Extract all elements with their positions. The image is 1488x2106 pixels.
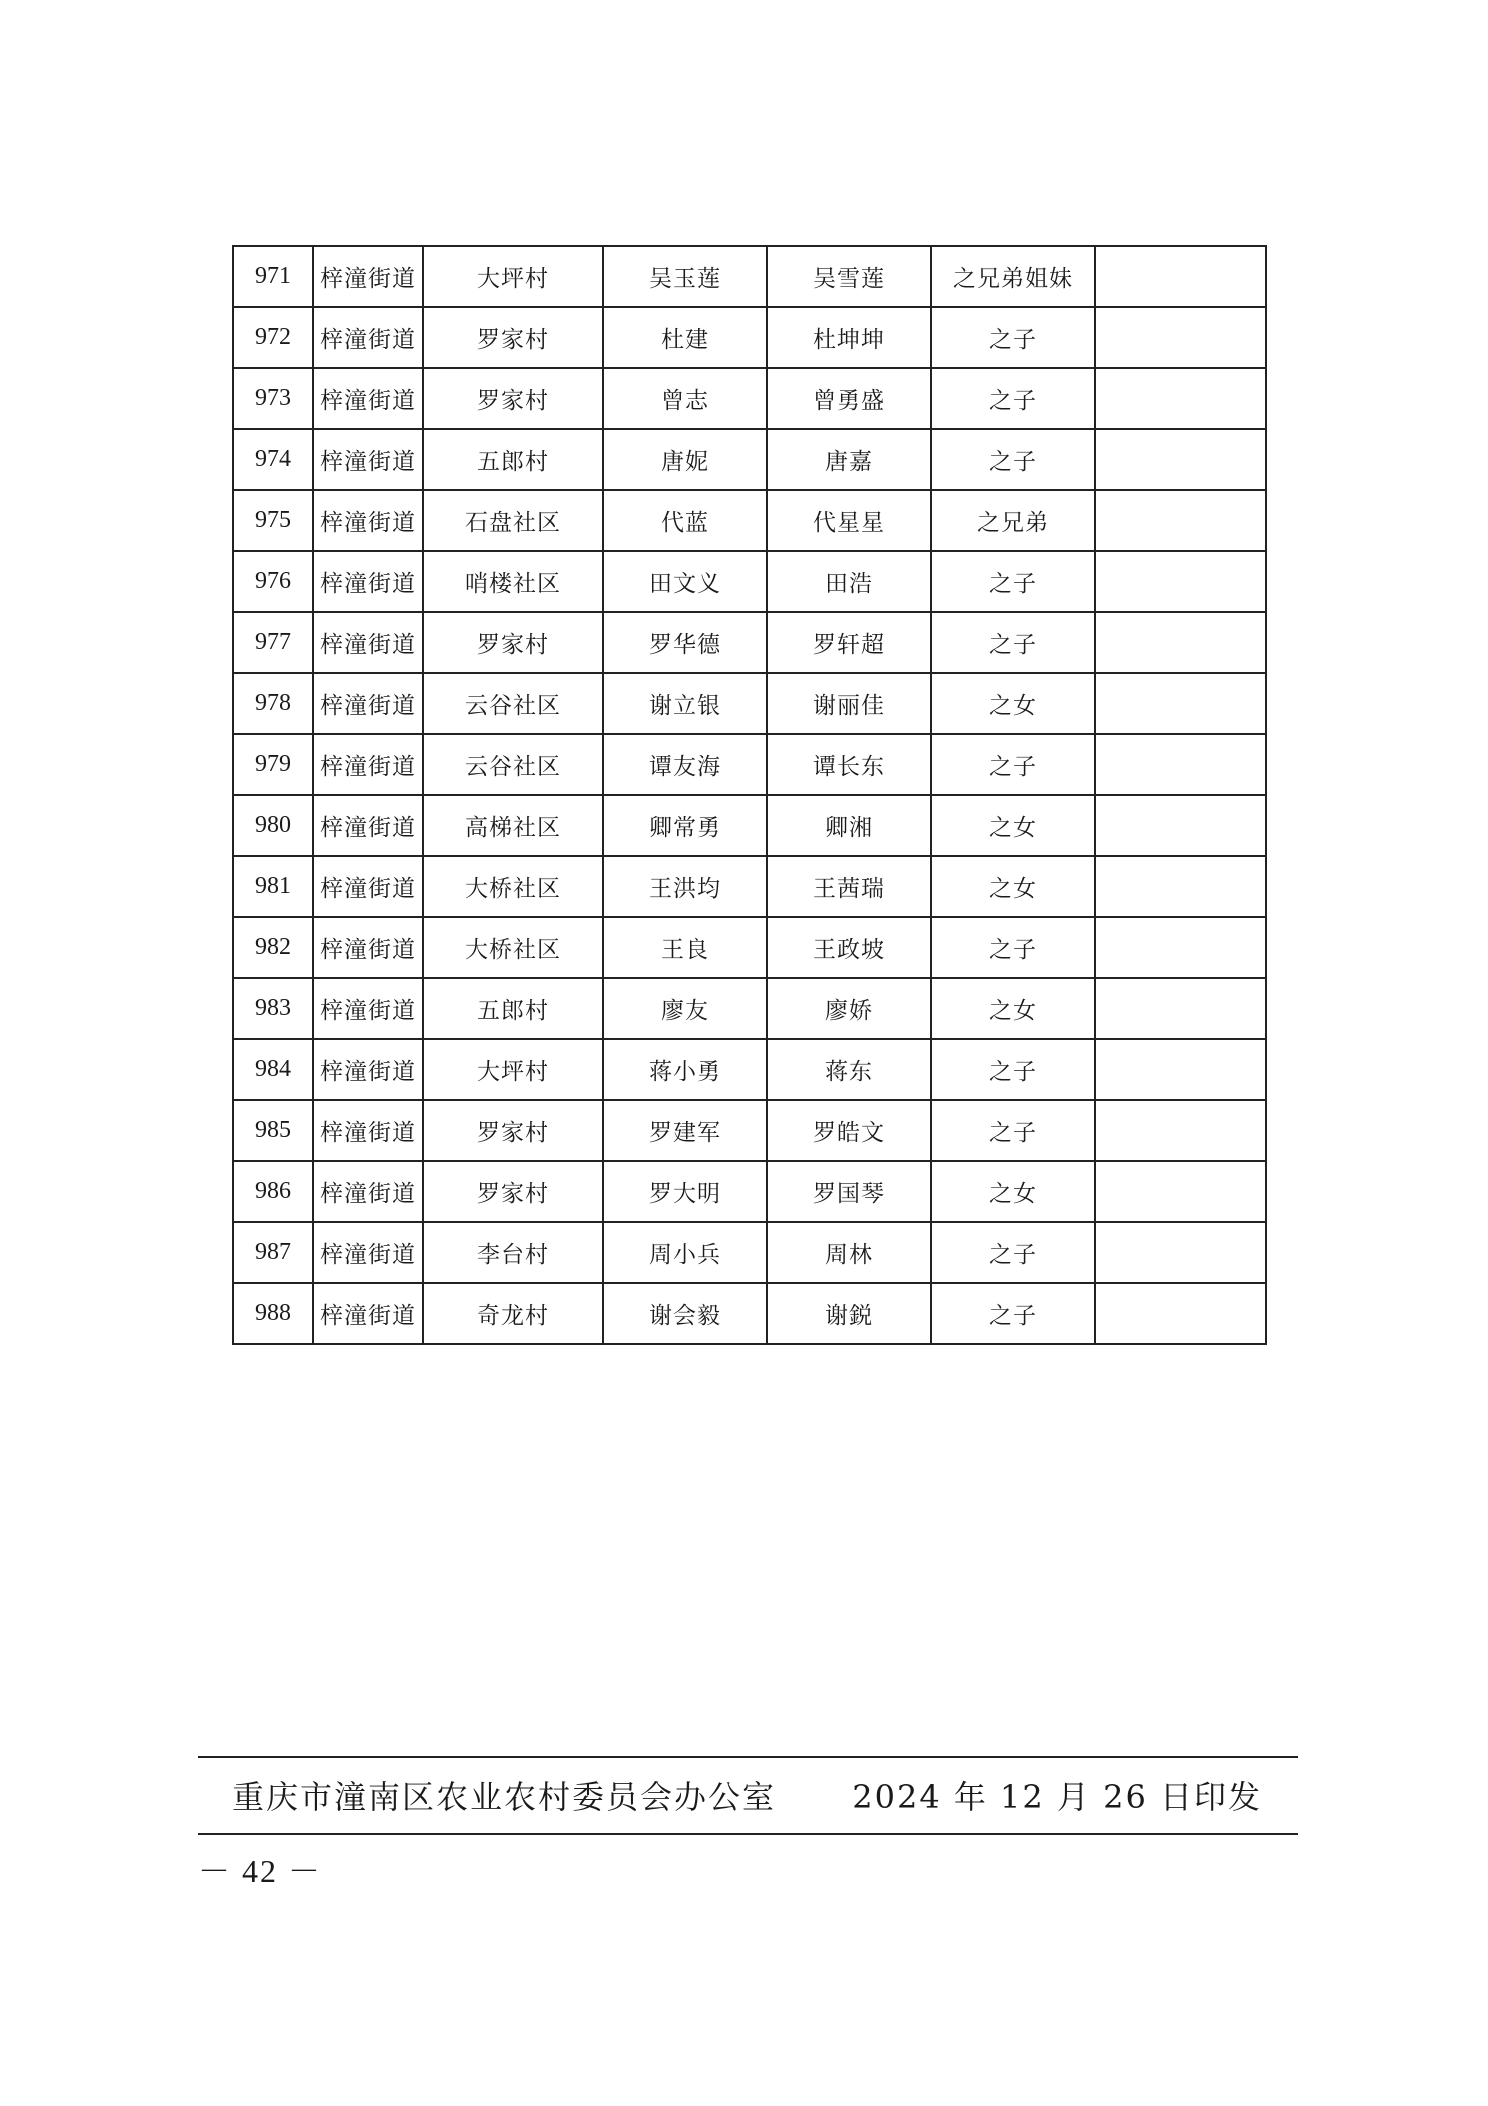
cell-member: 罗皓文 (767, 1100, 931, 1161)
table-row (233, 1222, 1266, 1283)
cell-village: 奇龙村 (423, 1283, 603, 1344)
table-row (233, 307, 1266, 368)
cell-number: 982 (233, 917, 313, 978)
cell-applicant: 杜建 (603, 307, 767, 368)
cell-member: 卿湘 (767, 795, 931, 856)
cell-village: 罗家村 (423, 612, 603, 673)
cell-village: 大桥社区 (423, 917, 603, 978)
cell-street: 梓潼街道 (313, 1283, 423, 1344)
cell-relation: 之子 (931, 612, 1095, 673)
cell-note (1095, 429, 1266, 490)
cell-relation: 之子 (931, 429, 1095, 490)
cell-village: 石盘社区 (423, 490, 603, 551)
cell-applicant: 蒋小勇 (603, 1039, 767, 1100)
footer-bottom-rule (198, 1833, 1298, 1835)
cell-note (1095, 917, 1266, 978)
cell-applicant: 罗大明 (603, 1161, 767, 1222)
cell-relation: 之子 (931, 1283, 1095, 1344)
cell-number: 971 (233, 246, 313, 307)
cell-number: 981 (233, 856, 313, 917)
table-row (233, 612, 1266, 673)
cell-member: 唐嘉 (767, 429, 931, 490)
cell-relation: 之子 (931, 368, 1095, 429)
cell-member: 王政坡 (767, 917, 931, 978)
cell-relation: 之子 (931, 917, 1095, 978)
cell-member: 蒋东 (767, 1039, 931, 1100)
cell-street: 梓潼街道 (313, 246, 423, 307)
roster-table-body (233, 246, 1266, 1344)
cell-street: 梓潼街道 (313, 490, 423, 551)
cell-member: 曾勇盛 (767, 368, 931, 429)
table-row (233, 551, 1266, 612)
cell-village: 大坪村 (423, 246, 603, 307)
cell-number: 977 (233, 612, 313, 673)
cell-number: 979 (233, 734, 313, 795)
table-row (233, 673, 1266, 734)
cell-note (1095, 978, 1266, 1039)
table-row (233, 429, 1266, 490)
cell-street: 梓潼街道 (313, 1161, 423, 1222)
table-row (233, 1161, 1266, 1222)
cell-note (1095, 1039, 1266, 1100)
table-row (233, 917, 1266, 978)
cell-applicant: 谢会毅 (603, 1283, 767, 1344)
table-row (233, 490, 1266, 551)
cell-street: 梓潼街道 (313, 673, 423, 734)
cell-applicant: 吴玉莲 (603, 246, 767, 307)
table-row (233, 1283, 1266, 1344)
cell-street: 梓潼街道 (313, 551, 423, 612)
cell-village: 罗家村 (423, 1100, 603, 1161)
cell-note (1095, 673, 1266, 734)
cell-applicant: 王良 (603, 917, 767, 978)
cell-applicant: 周小兵 (603, 1222, 767, 1283)
cell-village: 李台村 (423, 1222, 603, 1283)
cell-note (1095, 368, 1266, 429)
cell-street: 梓潼街道 (313, 307, 423, 368)
cell-village: 五郎村 (423, 429, 603, 490)
cell-member: 田浩 (767, 551, 931, 612)
cell-note (1095, 856, 1266, 917)
cell-street: 梓潼街道 (313, 917, 423, 978)
cell-relation: 之女 (931, 1161, 1095, 1222)
cell-number: 973 (233, 368, 313, 429)
cell-relation: 之女 (931, 978, 1095, 1039)
cell-relation: 之子 (931, 1039, 1095, 1100)
cell-note (1095, 1100, 1266, 1161)
cell-applicant: 曾志 (603, 368, 767, 429)
cell-applicant: 代蓝 (603, 490, 767, 551)
cell-village: 五郎村 (423, 978, 603, 1039)
table-row (233, 246, 1266, 307)
cell-note (1095, 307, 1266, 368)
cell-applicant: 唐妮 (603, 429, 767, 490)
cell-applicant: 王洪均 (603, 856, 767, 917)
cell-number: 984 (233, 1039, 313, 1100)
cell-member: 吴雪莲 (767, 246, 931, 307)
cell-street: 梓潼街道 (313, 856, 423, 917)
cell-street: 梓潼街道 (313, 1222, 423, 1283)
cell-relation: 之子 (931, 307, 1095, 368)
cell-note (1095, 734, 1266, 795)
footer-issuer: 重庆市潼南区农业农村委员会办公室 (232, 1778, 777, 1816)
cell-member: 代星星 (767, 490, 931, 551)
cell-street: 梓潼街道 (313, 978, 423, 1039)
cell-street: 梓潼街道 (313, 1100, 423, 1161)
cell-member: 廖娇 (767, 978, 931, 1039)
cell-member: 谭长东 (767, 734, 931, 795)
roster-table (232, 245, 1267, 1345)
cell-number: 983 (233, 978, 313, 1039)
cell-number: 986 (233, 1161, 313, 1222)
cell-member: 罗国琴 (767, 1161, 931, 1222)
cell-street: 梓潼街道 (313, 795, 423, 856)
cell-village: 罗家村 (423, 307, 603, 368)
cell-number: 974 (233, 429, 313, 490)
cell-applicant: 罗华德 (603, 612, 767, 673)
cell-applicant: 廖友 (603, 978, 767, 1039)
cell-note (1095, 1283, 1266, 1344)
table-row (233, 978, 1266, 1039)
cell-village: 罗家村 (423, 1161, 603, 1222)
cell-village: 高梯社区 (423, 795, 603, 856)
table-row (233, 1100, 1266, 1161)
cell-number: 988 (233, 1283, 313, 1344)
cell-applicant: 卿常勇 (603, 795, 767, 856)
cell-village: 云谷社区 (423, 673, 603, 734)
footer-issue-date: 2024 年 12 月 26 日印发 (852, 1778, 1262, 1816)
cell-relation: 之子 (931, 1222, 1095, 1283)
cell-member: 王茜瑞 (767, 856, 931, 917)
cell-member: 谢鋭 (767, 1283, 931, 1344)
cell-note (1095, 795, 1266, 856)
cell-applicant: 谢立银 (603, 673, 767, 734)
cell-number: 985 (233, 1100, 313, 1161)
cell-note (1095, 551, 1266, 612)
cell-relation: 之子 (931, 1100, 1095, 1161)
cell-member: 罗轩超 (767, 612, 931, 673)
cell-village: 哨楼社区 (423, 551, 603, 612)
cell-number: 978 (233, 673, 313, 734)
table-row (233, 368, 1266, 429)
cell-number: 976 (233, 551, 313, 612)
cell-note (1095, 490, 1266, 551)
cell-number: 972 (233, 307, 313, 368)
cell-member: 周林 (767, 1222, 931, 1283)
table-row (233, 1039, 1266, 1100)
table-row (233, 856, 1266, 917)
cell-street: 梓潼街道 (313, 612, 423, 673)
table-row (233, 734, 1266, 795)
cell-village: 大坪村 (423, 1039, 603, 1100)
cell-relation: 之兄弟 (931, 490, 1095, 551)
cell-applicant: 谭友海 (603, 734, 767, 795)
cell-number: 980 (233, 795, 313, 856)
page-number: － 42 － (198, 1853, 323, 1889)
cell-relation: 之女 (931, 795, 1095, 856)
cell-relation: 之兄弟姐妹 (931, 246, 1095, 307)
cell-relation: 之子 (931, 734, 1095, 795)
footer-top-rule (198, 1756, 1298, 1758)
table-row (233, 795, 1266, 856)
cell-street: 梓潼街道 (313, 1039, 423, 1100)
cell-member: 谢丽佳 (767, 673, 931, 734)
cell-note (1095, 1161, 1266, 1222)
cell-village: 云谷社区 (423, 734, 603, 795)
cell-relation: 之女 (931, 673, 1095, 734)
cell-village: 罗家村 (423, 368, 603, 429)
cell-applicant: 田文义 (603, 551, 767, 612)
footer-issue-line (232, 1770, 1262, 1820)
cell-relation: 之女 (931, 856, 1095, 917)
cell-number: 987 (233, 1222, 313, 1283)
cell-street: 梓潼街道 (313, 368, 423, 429)
cell-street: 梓潼街道 (313, 429, 423, 490)
cell-note (1095, 1222, 1266, 1283)
cell-member: 杜坤坤 (767, 307, 931, 368)
cell-village: 大桥社区 (423, 856, 603, 917)
cell-note (1095, 612, 1266, 673)
cell-note (1095, 246, 1266, 307)
cell-applicant: 罗建军 (603, 1100, 767, 1161)
cell-relation: 之子 (931, 551, 1095, 612)
cell-number: 975 (233, 490, 313, 551)
cell-street: 梓潼街道 (313, 734, 423, 795)
